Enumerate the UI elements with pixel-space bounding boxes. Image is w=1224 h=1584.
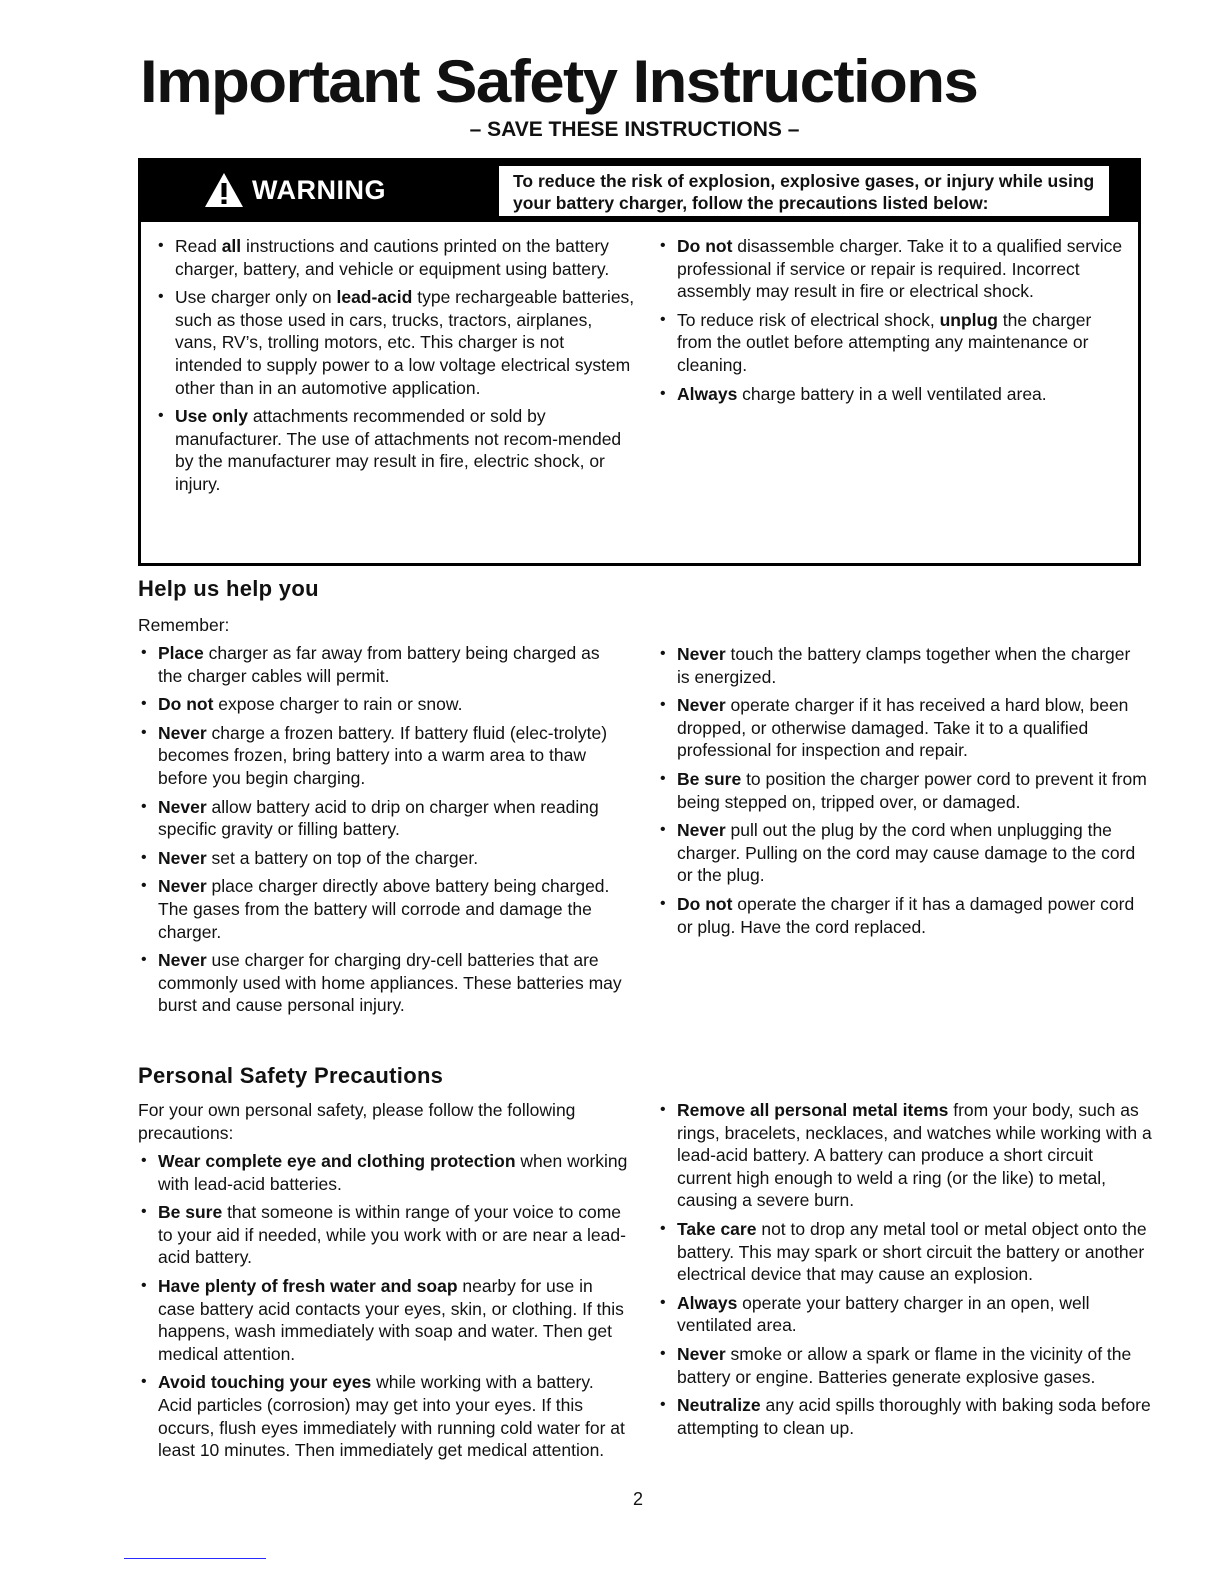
item-text: from your body, such as rings, bracelets, necklaces, and watches while working with a lead-acid battery. A battery can produce a short circuit current high enough to weld a ring (or the like) to metal, causing a severe burn. [677,1100,1152,1211]
item-emphasis: Never [677,644,726,664]
item-emphasis: Never [158,722,207,743]
warning-left-list [155,235,635,496]
item-emphasis: all [221,236,242,256]
item-emphasis: Take care [677,1218,757,1239]
list-item [138,1150,628,1195]
item-emphasis: Wear complete eye and clothing protection [158,1151,516,1171]
item-text: type rechargeable batteries, such as those used in cars, trucks, tractors, airplanes, vans, RV’s, trolling motors, etc. This charger is not intended to supply power to a low voltage electrical system other than in an automotive application. [175,287,635,398]
list-item [155,235,635,280]
item-emphasis: Always [677,383,738,404]
page-subtitle: – SAVE THESE INSTRUCTIONS – [469,118,800,141]
item-emphasis: Do not [677,893,733,914]
item-text: smoke or allow a spark or flame in the vicinity of the battery or engine. Batteries generate explosive gases. [677,1343,1132,1387]
warning-right-list [657,235,1127,405]
item-text: pull out the plug by the cord when unplugging the charger. Pulling on the cord may cause damage to the cord or the plug. [677,820,1136,886]
warning-right-column [657,235,1127,411]
help-right-column [657,643,1147,944]
item-text: not to drop any metal tool or metal object onto the battery. This may spark or short circuit the battery or another electrical device that may cause an explosion. [677,1218,1147,1285]
item-emphasis: Place [158,643,204,663]
warning-callout: To reduce the risk of explosion, explosive gases, or injury while using your battery charger, follow the precautions listed below: [497,164,1111,218]
item-emphasis: lead-acid [336,287,413,308]
help-heading: Help us help you [138,576,319,601]
list-item [657,819,1147,887]
list-item [657,1394,1152,1439]
item-text: when working with lead-acid batteries. [158,1151,628,1194]
page-number: 2 [633,1489,644,1509]
item-text: charger as far away from battery being charged as the charger cables will permit. [158,643,600,686]
personal-heading: Personal Safety Precautions [138,1063,444,1088]
item-emphasis: Never [158,847,207,868]
item-text: use charger for charging dry-cell batteries that are commonly used with home appliances. These batteries may burst and cause personal injury. [158,950,622,1016]
personal-left-list [138,1150,628,1462]
item-text: charge battery in a well ventilated area. [737,383,1047,404]
warning-box [138,158,1141,566]
item-text: place charger directly above battery being charged. The gases from the battery will corrode and damage the charger. [158,876,610,942]
item-text: set a battery on top of the charger. [206,847,479,868]
item-text: touch the battery clamps together when the charger is energized. [677,644,1131,687]
item-emphasis: Never [677,695,726,716]
list-item [138,1201,628,1269]
list-item [138,642,628,687]
item-text: any acid spills thoroughly with baking soda before attempting to clean up. [677,1395,1151,1438]
item-emphasis: Do not [158,694,214,715]
list-item [657,383,1127,406]
item-lead-text: Use charger only on [175,287,337,308]
item-text: attachments recommended or sold by manufacturer. The use of attachments not recom-mended by the manufacturer may result in fire, electric shock, or injury. [175,406,622,494]
list-item [657,1099,1152,1212]
item-emphasis: Use only [175,406,248,427]
item-text: operate the charger if it has a damaged power cord or plug. Have the cord replaced. [677,893,1135,937]
list-item [138,796,628,841]
item-emphasis: Never [158,876,207,897]
item-text: nearby for use in case battery acid contacts your eyes, skin, or clothing. If this happens, wash immediately with soap and water. Then get medical attention. [158,1275,624,1364]
item-emphasis: Never [158,796,207,817]
item-emphasis: Neutralize [677,1395,761,1416]
item-text: that someone is within range of your voice to come to your aid if needed, while you work with or are near a lead-acid battery. [158,1202,626,1268]
item-text: charge a frozen battery. If battery fluid (elec-trolyte) becomes frozen, bring battery into a warm area to thaw before you begin charging. [158,722,608,788]
list-item [657,893,1147,938]
personal-right-column [657,1099,1152,1445]
list-item [138,722,628,790]
list-item [657,1343,1152,1388]
item-text: disassemble charger. Take it to a qualified service professional if service or repair is required. Incorrect assembly may result in fire or electrical shock. [677,236,1123,302]
item-text: to position the charger power cord to prevent it from being stepped on, tripped over, or damaged. [677,768,1147,812]
list-item [138,1275,628,1365]
list-item [657,1292,1152,1337]
list-item [657,768,1147,813]
help-right-list [657,643,1147,938]
item-emphasis: Always [677,1292,738,1313]
list-item [155,286,635,399]
help-left-column [138,642,628,1023]
help-intro: Remember: [138,615,230,635]
list-item [657,643,1147,688]
item-text: while working with a battery. Acid particles (corrosion) may get into your eyes. If this occurs, flush eyes immediately with running cold water for at least 10 minutes. Then immediately get medical attention. [158,1372,625,1461]
item-emphasis: Be sure [158,1202,223,1223]
list-item [138,693,628,716]
list-item [138,875,628,943]
help-left-list [138,642,628,1017]
item-emphasis: Never [677,1343,726,1364]
personal-left-column [138,1150,628,1468]
item-emphasis: unplug [939,309,998,330]
item-text: instructions and cautions printed on the battery charger, battery, and vehicle or equipment using battery. [175,236,610,279]
warning-header [138,158,1141,222]
item-emphasis: Remove all personal metal items [677,1100,949,1120]
item-text: expose charger to rain or snow. [213,694,463,715]
list-item [155,405,635,495]
warning-label: WARNING [252,174,386,205]
page-title: Important Safety Instructions [140,48,978,115]
personal-right-list [657,1099,1152,1439]
list-item [657,1218,1152,1286]
item-emphasis: Avoid touching your eyes [158,1372,372,1393]
item-emphasis: Never [677,820,726,841]
item-emphasis: Do not [677,236,733,256]
list-item [657,309,1127,377]
item-emphasis: Have plenty of fresh water and soap [158,1275,458,1296]
list-item [138,1371,628,1461]
item-emphasis: Never [158,950,207,971]
item-text: the charger from the outlet before attempting any maintenance or cleaning. [677,309,1092,375]
warning-badge [204,170,386,210]
item-emphasis: Be sure [677,768,742,789]
list-item [138,847,628,870]
warning-left-column [155,235,635,502]
item-lead-text: To reduce risk of electrical shock, [677,309,940,330]
list-item [138,949,628,1017]
list-item [657,694,1147,762]
item-text: allow battery acid to drip on charger when reading specific gravity or filling battery. [158,796,599,840]
list-item [657,235,1127,303]
warning-triangle-icon [204,172,244,208]
item-lead-text: Read [175,236,222,256]
personal-intro: For your own personal safety, please follow the following precautions: [138,1100,576,1143]
item-text: operate your battery charger in an open, well ventilated area. [677,1292,1090,1336]
footer-rule [124,1558,266,1559]
item-text: operate charger if it has received a hard blow, been dropped, or otherwise damaged. Take it to a qualified professional for inspection and repair. [677,695,1129,761]
